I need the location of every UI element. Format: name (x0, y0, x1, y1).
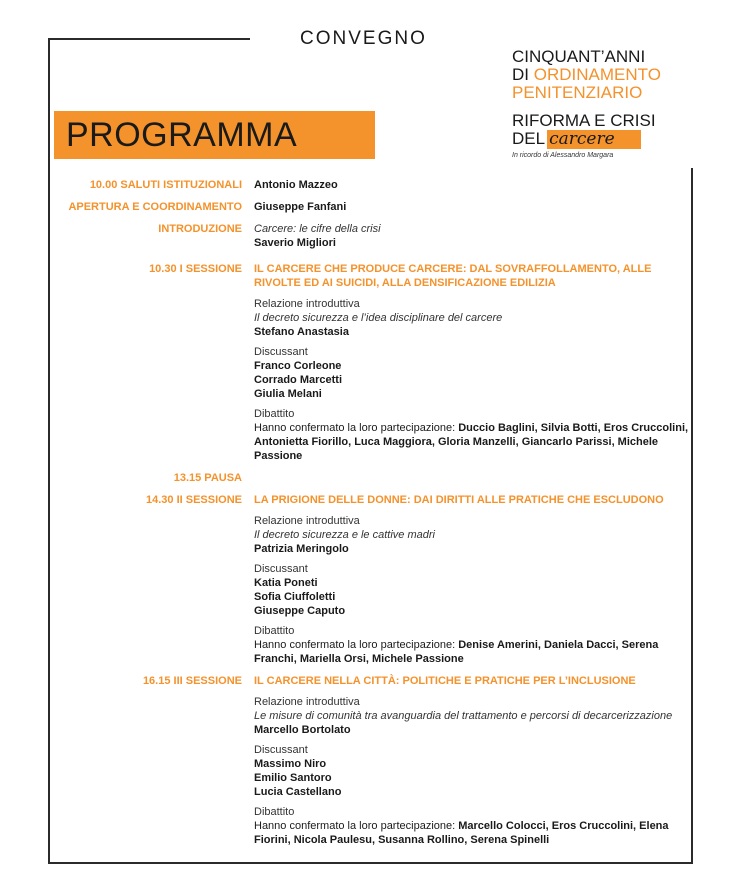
discussant: Lucia Castellano (254, 786, 342, 798)
confirmed-participants (254, 421, 694, 463)
session-title: IL CARCERE CHE PRODUCE CARCERE: DAL SOVRAFFOLLAMENTO, ALLE RIVOLTE ED AI SUICIDI, ALLA DENSIFICAZIONE EDILIZIA (254, 263, 652, 289)
rel-label: Relazione introduttiva (254, 696, 360, 708)
logo-line-5 (512, 130, 692, 149)
dibattito-label: Dibattito (254, 806, 295, 818)
discussant: Franco Corleone (254, 360, 342, 372)
event-label: CONVEGNO (300, 28, 427, 49)
event-logo (512, 48, 692, 161)
row-time: INTRODUZIONE (158, 223, 242, 235)
discussant: Corrado Marcetti (254, 374, 343, 386)
rel-title: Il decreto sicurezza e le cattive madri (254, 529, 435, 541)
rel-title: Le misure di comunità tra avanguardia del trattamento e percorsi di decarcerizzazione (254, 710, 673, 722)
row-time: 13.15 PAUSA (173, 472, 242, 484)
rel-label: Relazione introduttiva (254, 298, 360, 310)
confirmed-participants (254, 819, 694, 847)
rel-title: Il decreto sicurezza e l’idea disciplinare del carcere (254, 312, 503, 324)
speaker-name: Saverio Migliori (254, 237, 336, 249)
schedule-row-session-1 (54, 262, 694, 463)
discussant-label: Discussant (254, 346, 308, 358)
logo-carcere-box: carcere (547, 130, 641, 149)
discussant: Giulia Melani (254, 388, 322, 400)
schedule-row-apertura (54, 200, 694, 214)
program-title: PROGRAMMA (54, 111, 375, 159)
discussant: Katia Poneti (254, 577, 318, 589)
confirmed-names: Denise Amerini, Daniela Dacci, Serena Franchi, Mariella Orsi, Michele Passione (254, 639, 659, 665)
logo-line-2-prefix: DI (512, 65, 534, 84)
rel-label: Relazione introduttiva (254, 515, 360, 527)
talk-title: Carcere: le cifre della crisi (254, 223, 381, 235)
speaker-name: Giuseppe Fanfani (254, 201, 347, 213)
logo-line-4: RIFORMA E CRISI (512, 111, 656, 130)
discussant: Giuseppe Caputo (254, 605, 346, 617)
row-time: 16.15 III SESSIONE (142, 675, 242, 687)
confirmed-names: Duccio Baglini, Silvia Botti, Eros Cruccolini, Antonietta Fiorillo, Luca Maggiora, Gloria Manzelli, Giancarlo Parissi, Michele Passione (254, 422, 689, 462)
discussant: Emilio Santoro (254, 772, 332, 784)
speaker-name: Antonio Mazzeo (254, 179, 338, 191)
logo-line-5-prefix: DEL (512, 129, 546, 148)
discussant-label: Discussant (254, 563, 308, 575)
row-time: 10.30 I SESSIONE (149, 263, 242, 275)
schedule-row-session-2 (54, 493, 694, 666)
schedule-row-session-3 (54, 674, 694, 847)
rel-speaker: Patrizia Meringolo (254, 543, 349, 555)
logo-memorial: In ricordo di Alessandro Margara (512, 152, 614, 159)
dibattito-label: Dibattito (254, 408, 295, 420)
confirmed-label: Hanno confermato la loro partecipazione: (254, 639, 459, 651)
confirmed-label: Hanno confermato la loro partecipazione: (254, 820, 459, 832)
row-time: 14.30 II SESSIONE (146, 494, 242, 506)
row-time: 10.00 SALUTI ISTITUZIONALI (89, 179, 242, 191)
schedule-row-introduzione (54, 222, 694, 250)
confirmed-label: Hanno confermato la loro partecipazione: (254, 422, 459, 434)
schedule-row-saluti (54, 178, 694, 192)
session-title: IL CARCERE NELLA CITTÀ: POLITICHE E PRATICHE PER L’INCLUSIONE (254, 675, 636, 687)
logo-line-1: CINQUANT’ANNI (512, 47, 646, 66)
discussant-label: Discussant (254, 744, 308, 756)
dibattito-label: Dibattito (254, 625, 295, 637)
rel-speaker: Marcello Bortolato (254, 724, 351, 736)
confirmed-participants (254, 638, 694, 666)
session-title: LA PRIGIONE DELLE DONNE: DAI DIRITTI ALLE PRATICHE CHE ESCLUDONO (254, 494, 664, 506)
logo-line-2 (512, 66, 692, 84)
schedule (54, 178, 694, 847)
logo-line-2-orange: ORDINAMENTO (533, 65, 661, 84)
logo-line-3: PENITENZIARIO (512, 83, 643, 102)
discussant: Massimo Niro (254, 758, 327, 770)
confirmed-names: Marcello Colocci, Eros Cruccolini, Elena Fiorini, Nicola Paulesu, Susanna Rollino, Serena Spinelli (254, 820, 669, 846)
schedule-row-pausa (54, 471, 694, 485)
discussant: Sofia Ciuffoletti (254, 591, 336, 603)
row-time: APERTURA E COORDINAMENTO (68, 201, 242, 213)
rel-speaker: Stefano Anastasia (254, 326, 349, 338)
